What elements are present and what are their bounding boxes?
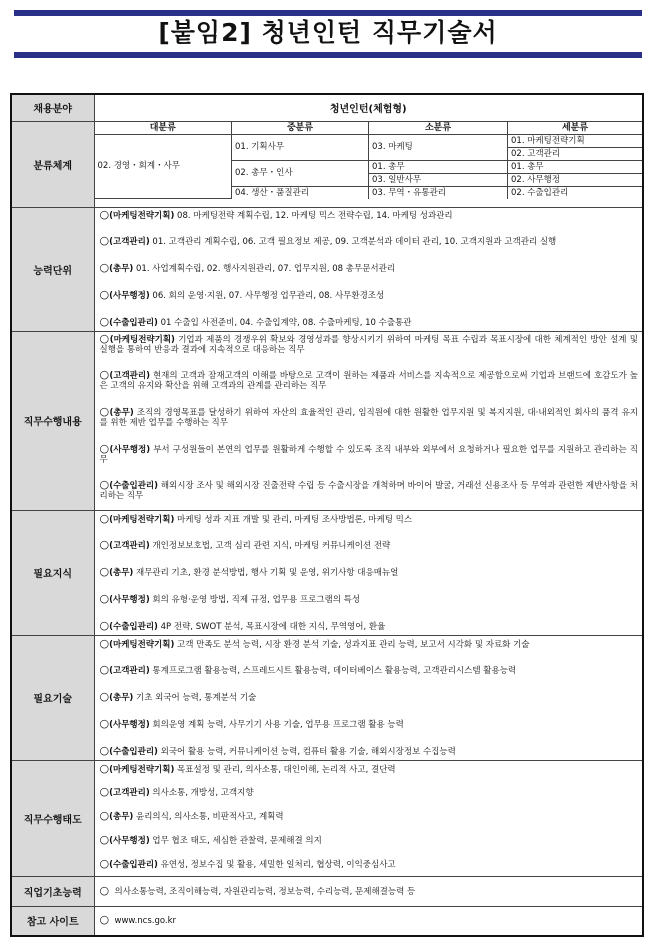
basic-ability-label: 직업기초능력: [11, 876, 94, 906]
section-content: [94, 331, 643, 510]
major-category: 02. 경영・회계・사무: [95, 134, 232, 199]
detail-category: 01. 마케팅전략기획: [508, 134, 643, 147]
reference-site-label: 참고 사이트: [11, 906, 94, 936]
small-category-general: 01. 총무: [369, 160, 508, 173]
list-item: ○(사무행정) 부서 구성원들이 본연의 업무를 원활하게 수행할 수 있도록 조직 내부와 외부에서 요청하거나 필요한 업무를 지원하고 관리하는 직무: [99, 443, 638, 465]
reference-site-row: [11, 906, 643, 936]
detail-category: 02. 수출입관리: [508, 186, 643, 199]
list-item: ○(마케팅전략기획) 목표설정 및 관리, 의사소통, 대인이해, 논리적 사고, 결단력: [99, 763, 396, 775]
section-label: 필요기술: [11, 635, 94, 760]
list-item: ○(총무) 조직의 경영목표를 달성하기 위하여 자산의 효율적인 관리, 임직원에 대한 원활한 업무지원 및 복지지원, 대·내외적인 회사의 품격 유지를 위한 제반 업무를 수행하는 직무: [99, 406, 639, 428]
reference-site-link[interactable]: ○ www.ncs.go.kr: [99, 915, 177, 927]
list-item: ○(마케팅전략기획) 마케팅 성과 지표 개발 및 관리, 마케팅 조사방법론, 마케팅 믹스: [99, 513, 413, 525]
section-row-duties: [11, 331, 643, 510]
section-label: 직무수행태도: [11, 760, 94, 876]
list-item: ○(마케팅전략기획) 기업과 제품의 경쟁우위 확보와 경영성과를 향상시키기 위하여 마케팅 목표 수립과 목표시장에 대한 체계적인 방안 설계 및 실행을 통하여 반응과 결과에 지속적으로 대응하는 직무: [99, 333, 638, 355]
list-item: ○(고객관리) 의사소통, 개방성, 고객지향: [99, 786, 254, 798]
section-content: [94, 510, 643, 635]
list-item: ○(총무) 윤리의식, 의사소통, 비판적사고, 계획력: [99, 810, 284, 822]
header-mid: 중분류: [232, 122, 369, 135]
field-value: 청년인턴(체험형): [94, 94, 643, 121]
classification-row: [11, 121, 643, 207]
mid-category-admin: 02. 총무・인사: [232, 160, 369, 186]
list-item: ○ 의사소통능력, 조직이해능력, 자원관리능력, 정보능력, 수리능력, 문제해결능력 등: [99, 885, 416, 897]
list-item: ○(사무행정) 회의운영 계획 능력, 사무기기 사용 기술, 업무용 프로그램 활용 능력: [99, 718, 404, 730]
section-row-skills: [11, 635, 643, 760]
classification-cell: [94, 121, 643, 207]
basic-ability-content: [94, 876, 643, 906]
list-item: ○(수출입관리) 유연성, 정보수집 및 활용, 세밀한 일처리, 협상력, 이익중심사고: [99, 858, 396, 870]
detail-category: 02. 고객관리: [508, 147, 643, 160]
small-category-marketing: 03. 마케팅: [369, 134, 508, 160]
small-category-office: 03. 일반사무: [369, 173, 508, 186]
section-row-attitude: [11, 760, 643, 876]
small-category-trade: 03. 무역・유통관리: [369, 186, 508, 199]
list-item: ○(고객관리) 01. 고객관리 계획수립, 06. 고객 필요정보 제공, 09. 고객분석과 데이터 관리, 10. 고객지원과 고객관리 실행: [99, 235, 557, 247]
field-label: 채용분야: [11, 94, 94, 121]
list-item: ○(고객관리) 통계프로그램 활용능력, 스프레드시트 활용능력, 데이터베이스 활용능력, 고객관리시스템 활용능력: [99, 664, 517, 676]
section-content: [94, 207, 643, 331]
basic-ability-row: [11, 876, 643, 906]
title-bottom-rule: [14, 52, 642, 58]
classification-grid: [95, 122, 643, 200]
detail-category: 02. 사무행정: [508, 173, 643, 186]
list-item: ○(마케팅전략기획) 고객 만족도 분석 능력, 시장 환경 분석 기술, 성과지표 관리 능력, 보고서 시각화 및 자료화 기술: [99, 638, 530, 650]
job-description-table: [10, 93, 644, 937]
section-content: [94, 760, 643, 876]
section-label: 능력단위: [11, 207, 94, 331]
mid-category-production: 04. 생산・품질관리: [232, 186, 369, 199]
list-item: ○(수출입관리) 외국어 활용 능력, 커뮤니케이션 능력, 컴퓨터 활용 기술, 해외시장정보 수집능력: [99, 745, 456, 757]
list-item: ○(고객관리) 현재의 고객과 잠재고객의 이해를 바탕으로 고객이 원하는 제품과 서비스를 지속적으로 제공함으로써 기업과 브랜드에 호감도가 높은 고객의 유지와 확산을 위해 고객과의 관계를 관리하는 직무: [99, 369, 638, 391]
list-item: ○(수출입관리) 해외시장 조사 및 해외시장 진출전략 수립 등 수출시장을 개척하며 바이어 발굴, 거래선 신용조사 등 무역과 관련한 제반사항을 처리하는 직무: [99, 479, 638, 501]
list-item: ○(고객관리) 개인정보보호법, 고객 심리 관련 지식, 마케팅 커뮤니케이션 전략: [99, 539, 391, 551]
section-content: [94, 635, 643, 760]
reference-site-content: [94, 906, 643, 936]
list-item: ○(총무) 01. 사업계획수립, 02. 행사지원관리, 07. 업무지원, 08 총무문서관리: [99, 262, 396, 274]
list-item: ○(사무행정) 06. 회의 운영·지원, 07. 사무행정 업무관리, 08. 사무환경조성: [99, 289, 385, 301]
section-label: 직무수행내용: [11, 331, 94, 510]
section-row-knowledge: [11, 510, 643, 635]
section-label: 필요지식: [11, 510, 94, 635]
list-item: ○(수출입관리) 4P 전략, SWOT 분석, 목표시장에 대한 지식, 무역영어, 환율: [99, 620, 386, 632]
list-item: ○(사무행정) 업무 협조 태도, 세심한 관찰력, 문제해결 의지: [99, 834, 322, 846]
detail-category: 01. 총무: [508, 160, 643, 173]
list-item: ○(수출입관리) 01 수출입 사전준비, 04. 수출입계약, 08. 수출마케팅, 10 수출통관: [99, 316, 412, 328]
list-item: ○(총무) 재무관리 기초, 환경 분석방법, 행사 기획 및 운영, 위기사항 대응매뉴얼: [99, 566, 399, 578]
header-detail: 세분류: [508, 122, 643, 135]
header-small: 소분류: [369, 122, 508, 135]
list-item: ○(총무) 기초 외국어 능력, 통계분석 기술: [99, 691, 257, 703]
mid-category-planning: 01. 기획사무: [232, 134, 369, 160]
header-major: 대분류: [95, 122, 232, 135]
list-item: ○(사무행정) 회의 유형·운영 방법, 직제 규정, 업무용 프로그램의 특성: [99, 593, 361, 605]
list-item: ○(마케팅전략기획) 08. 마케팅전략 계획수립, 12. 마케팅 믹스 전략수립, 14. 마케팅 성과관리: [99, 209, 453, 221]
field-row: [11, 94, 643, 121]
classification-label: 분류체계: [11, 121, 94, 207]
page-title: [붙임2] 청년인턴 직무기술서: [158, 18, 498, 47]
section-row-ability: [11, 207, 643, 331]
